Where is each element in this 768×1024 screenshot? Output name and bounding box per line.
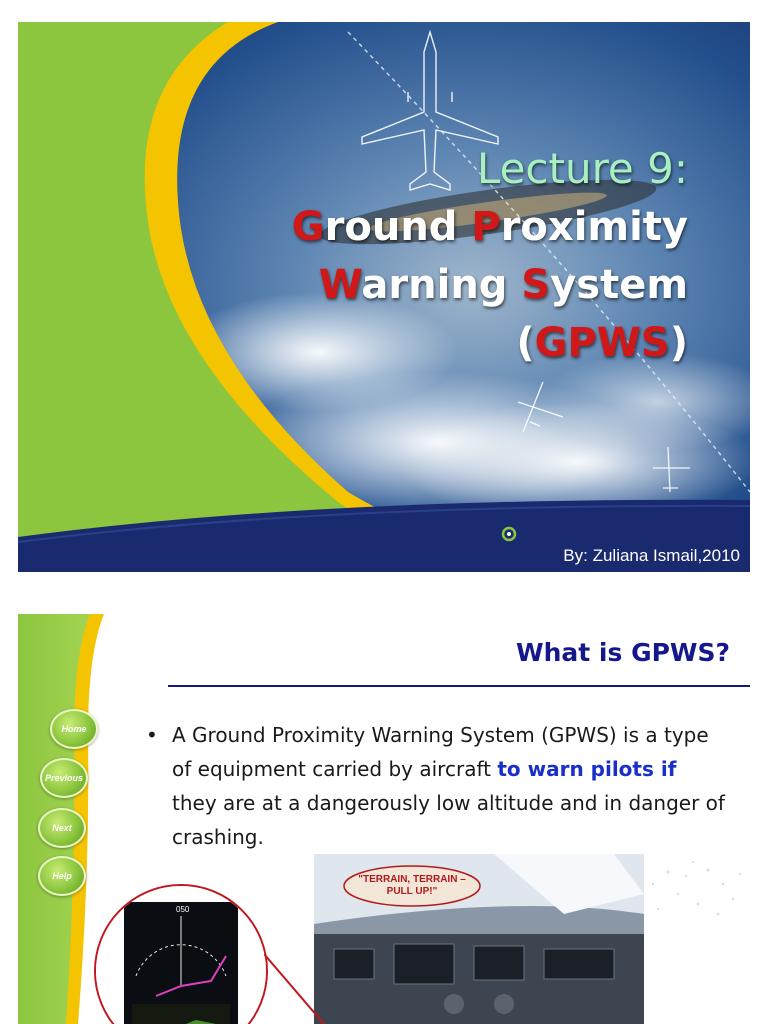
inset-connector — [264, 954, 334, 1024]
word-arning: arning — [361, 262, 522, 308]
initial-g: G — [291, 204, 325, 250]
previous-button[interactable]: Previous — [40, 758, 88, 798]
bullet-highlight: to warn pilots if — [497, 757, 677, 781]
title-line-ground-proximity — [292, 198, 688, 256]
gpws-abbr: GPWS — [534, 320, 670, 366]
initial-s: S — [521, 262, 551, 308]
author-byline: By: Zuliana Ismail,2010 — [563, 546, 740, 565]
word-roximity: roximity — [500, 204, 688, 250]
word-round: round — [324, 204, 472, 250]
bullet-text-before: A Ground Proximity Warning System (GPWS) is a type of equipment carried by aircraft — [172, 723, 709, 781]
title-line-abbr — [292, 314, 688, 372]
home-button[interactable]: Home — [50, 709, 98, 749]
bullet-text-after: they are at a dangerously low altitude and in danger of crashing. — [172, 791, 725, 849]
bullet-marker: • — [146, 723, 158, 747]
heading-divider — [168, 685, 750, 687]
help-button[interactable]: Help — [38, 856, 86, 896]
paren-close: ) — [669, 320, 688, 366]
paren-open: ( — [516, 320, 535, 366]
bullet-item — [146, 718, 726, 854]
slide-heading: What is GPWS? — [516, 638, 730, 667]
svg-text:050: 050 — [176, 905, 190, 914]
title-line-warning-system — [292, 256, 688, 314]
bullet-text — [172, 718, 726, 854]
slide-title — [292, 140, 688, 372]
lecture-number: Lecture 9: — [476, 144, 688, 193]
word-ystem: ystem — [550, 262, 688, 308]
next-button[interactable]: Next — [38, 808, 86, 848]
cockpit-photo — [314, 854, 644, 1024]
initial-w: W — [318, 262, 362, 308]
title-slide — [18, 22, 750, 572]
terrain-callout: "TERRAIN, TERRAIN – PULL UP!" — [358, 874, 466, 897]
initial-p: P — [471, 204, 501, 250]
content-slide — [18, 614, 750, 1024]
